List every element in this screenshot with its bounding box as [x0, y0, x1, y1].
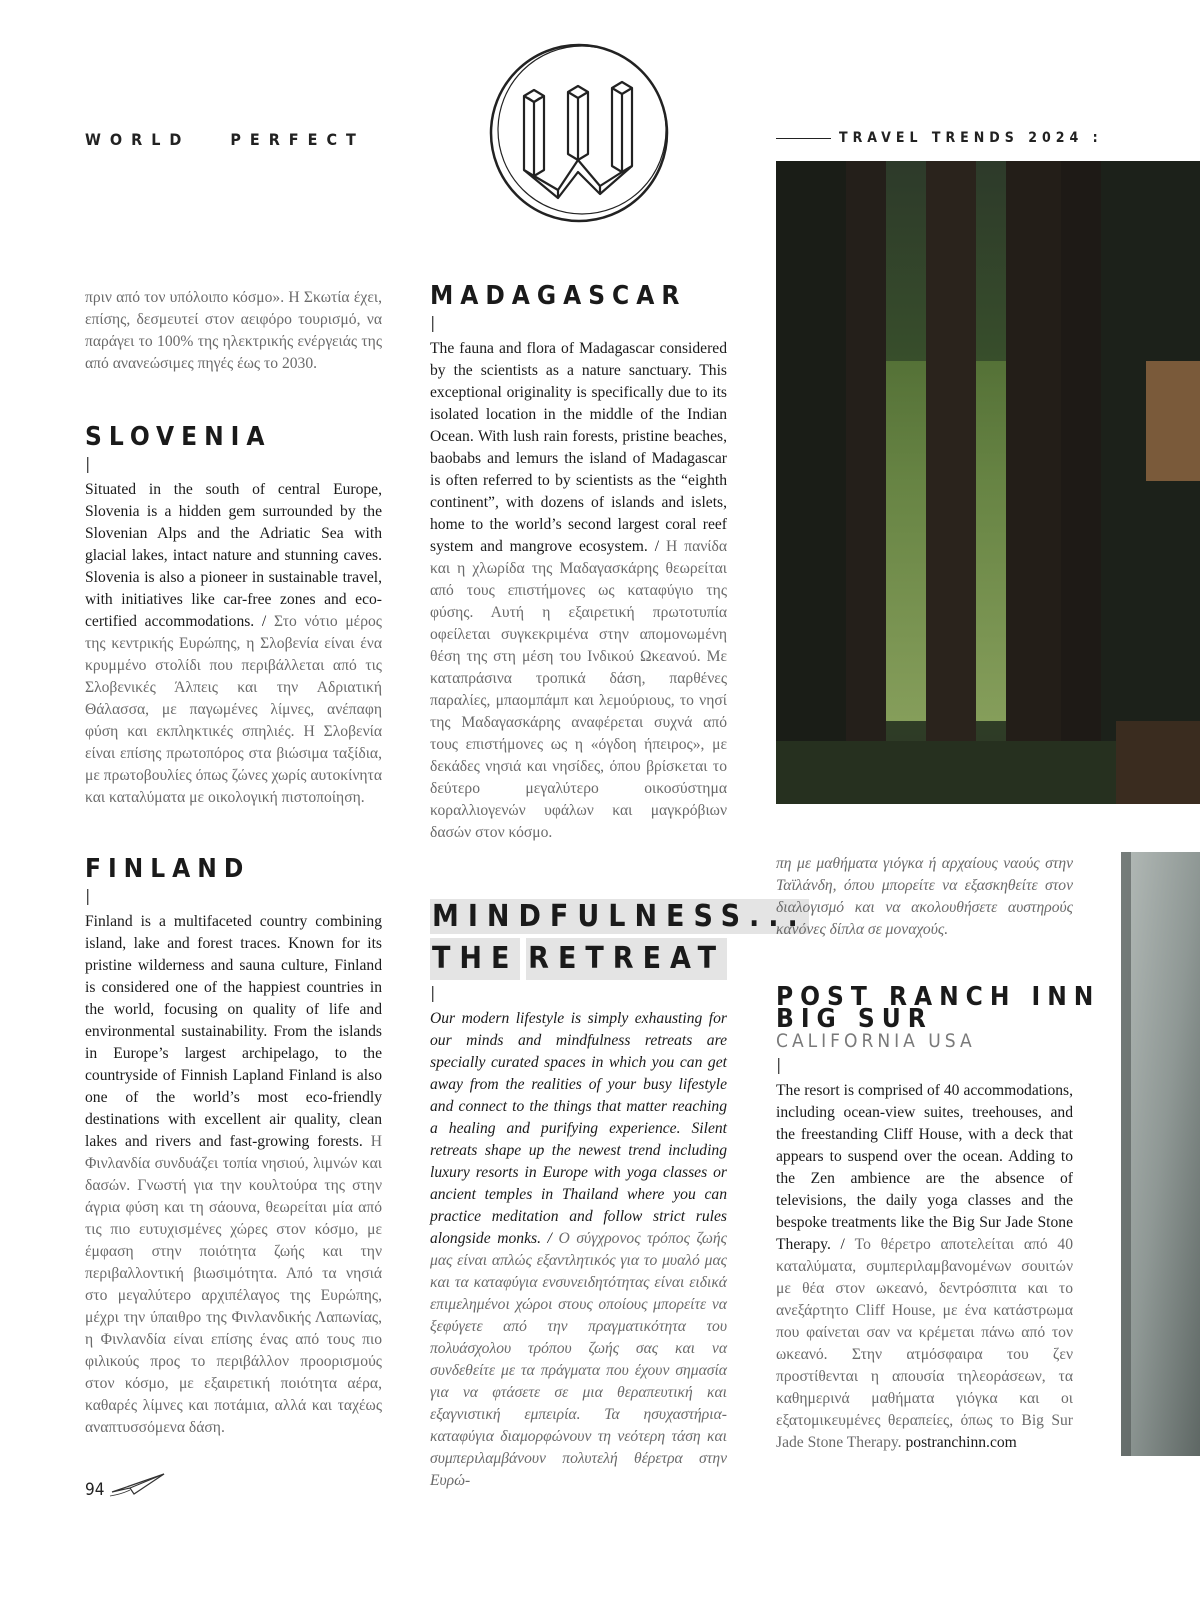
- heading-separator: |: [85, 886, 91, 905]
- mindfulness-continued-text: πη με μαθήματα γιόγκα ή αρχαίους ναούς στην Ταϊλάνδη, όπου μπορείτε να εξασκηθείτε στον διαλογισμό και να ακολουθήσετε αυστηρούς κανόνες δίπλα σε μοναχούς.: [776, 855, 1073, 938]
- slovenia-text-en: Situated in the south of central Europe, Slovenia is a hidden gem surrounded by the Slovenian Alps and the Adriatic Sea with glacial lakes, intact nature and stunning caves. Slovenia is also a pioneer in sustainable travel, with initiatives like car-free zones and eco-certified accommodations. /: [85, 481, 382, 630]
- madagascar-text: [430, 338, 727, 844]
- section-label-word-1: WORLD: [85, 130, 191, 149]
- section-label: [85, 130, 365, 149]
- mindfulness-text: [430, 1008, 727, 1492]
- heading-separator: |: [430, 983, 436, 1002]
- column-2: [430, 281, 807, 1492]
- madagascar-heading: MADAGASCAR: [430, 281, 687, 311]
- column-1: [85, 287, 382, 1439]
- finland-heading: FINLAND: [85, 854, 251, 884]
- paper-plane-icon: [108, 1472, 166, 1498]
- heading-separator: |: [430, 313, 436, 332]
- mindfulness-heading-line-2b: RETREAT: [526, 938, 727, 980]
- section-label-word-2: PERFECT: [230, 130, 365, 149]
- madagascar-text-en: The fauna and flora of Madagascar considered by the scientists as a nature sanctuary. This exceptional originality is specifically due to its isolated location in the middle of the Indian Ocean. With lush rain forests, pristine beaches, baobabs and lemurs the island of Madagascar is often referred to by scientists as the “eighth continent”, with dozens of islands and islets, home to the world’s second largest coral reef system and mangrove ecosystem. /: [430, 340, 727, 555]
- mindfulness-heading: [430, 896, 807, 980]
- issue-label: [776, 130, 1103, 146]
- slovenia-heading: SLOVENIA: [85, 422, 272, 452]
- madagascar-text-gr: Η πανίδα και η χλωρίδα της Μαδαγασκάρης θεωρείται από τους επιστήμονες ως καταφύγιο της φύσης. Αυτή η εξαιρετική πρωτοτυπία οφείλεται συγκεκριμένα στην απομονωμένη θέση της στη μέση του Ινδικού Ωκεανού. Με καταπράσινα τροπικά δάση, παρθένες παραλίες, μπαομπάμπ και λεμούριους, το νησί της Μαδαγασκάρης αναφέρεται συχνά από τους επιστήμονες ως η «όγδοη ήπειρος», με δεκάδες νησιά και νησίδες, όπου βρίσκεται το δεύτερο μεγαλύτερο οικοσύστημα κοραλλιογενών υφάλων και μαγκρόβιων δασών στον κόσμο.: [430, 538, 728, 841]
- column-3: [776, 853, 1101, 1454]
- post-ranch-heading-line-2: BIG SUR: [776, 1004, 933, 1034]
- scotland-continued-text: πριν από τον υπόλοιπο κόσμο». Η Σκωτία έχει, επίσης, δεσμευτεί στον αειφόρο τουρισμό, να παράγει το 100% της ηλεκτρικής ενέργειάς της από ανανεώσιμες πηγές έως το 2030.: [85, 289, 382, 372]
- post-ranch-text-en: The resort is comprised of 40 accommodations, including ocean-view suites, treehouses, and the freestanding Cliff House, with a deck that appears to suspend over the ocean. Adding to the Zen ambience are the absence of televisions, the daily yoga classes and the bespoke treatments like the Big Sur Jade Stone Therapy. /: [776, 1082, 1073, 1253]
- finland-text-gr: Η Φινλανδία συνδυάζει τοπία νησιού, λιμνών και δασών. Γνωστή για την κουλτούρα της στην άγρια φύση και τη σάουνα, θεωρείται μία από τις πιο ευτυχισμένες χώρες στον κόσμο, με έμφαση στην ποιότητα ζωής και την περιβαλλοντική βιωσιμότητα. Από τα νησιά στο μεγαλύτερο αρχιπέλαγος της Ευρώπης, μέχρι την ύπαιθρο της Φινλανδικής Λαπωνίας, η Φινλανδία είναι επίσης ένας από τους πιο φιλικούς προς το περιβάλλον προορισμούς στον κόσμο, με εξαιρετική ποιότητα αέρα, καθαρές λίμνες και ποτάμια, αλλά και ταχέως αναπτυσσόμενα δάση.: [85, 1133, 382, 1436]
- finland-text-en: Finland is a multifaceted country combining island, lake and forest traces. Known for its pristine wilderness and sauna culture, Finland is considered one of the happiest countries in the world, focusing on quality of life and environmental sustainability. From the islands in Europe’s largest archipelago, to the countryside of Finnish Lapland Finland is also one of the world’s most eco-friendly destinations with excellent air quality, clean lakes and rivers and fast-growing forests.: [85, 913, 382, 1150]
- redwood-forest-photo: [776, 161, 1200, 804]
- post-ranch-text: [776, 1080, 1073, 1454]
- header-rule: [776, 138, 831, 139]
- slovenia-text: [85, 479, 382, 809]
- mindfulness-text-en: Our modern lifestyle is simply exhausting for our minds and mindfulness retreats are specially curated spaces in which you can get away from the realities of your busy lifestyle and connect to the things that matter reaching a healing and purifying experience. Silent retreats shape up the newest trend including luxury resorts in Europe with yoga classes or ancient temples in Thailand where you can practice meditation and follow strict rules alongside monks. /: [430, 1010, 727, 1247]
- heading-separator: |: [85, 454, 91, 473]
- issue-label-text: TRAVEL TRENDS 2024 :: [839, 130, 1103, 146]
- mindfulness-heading-line-1: MINDFULNESS...: [432, 899, 807, 934]
- post-ranch-heading-line-1: POST RANCH INN: [776, 982, 1101, 1012]
- finland-text: [85, 911, 382, 1439]
- post-ranch-website: postranchinn.com: [905, 1434, 1017, 1451]
- page-number: 94: [85, 1480, 105, 1500]
- post-ranch-text-gr: Το θέρετρο αποτελείται από 40 καταλύματα, συμπεριλαμβανομένων σουιτών με θέα στον ωκεανό, δεντρόσπιτα και το ανεξάρτητο Cliff House, με ένα κατάστρωμα που φαίνεται σαν να κρέμεται πάνω από τον ωκεανό. Στην ατμόσφαιρα του ζεν προστίθενται η απουσία τηλεοράσεων, τα καθημερινά μαθήματα γιόγκα και οι εξατομικευμένες θεραπείες, όπως το Big Sur Jade Stone Therapy.: [776, 1236, 1074, 1451]
- isometric-w-logo: [488, 42, 670, 224]
- mindfulness-text-gr: Ο σύγχρονος τρόπος ζωής μας είναι απλώς εξαντλητικός για το μυαλό μας και τα καταφύγια ενσυνειδητότητας είναι ειδικά επιμελημένοι χώροι στους οποίους μπορείτε να ξεφύγετε από την πραγματικότητα του πολυάσχολου τρόπου ζωής σας και να συνδεθείτε με τα πράγματα που έχουν σημασία για να φτάσετε σε μια θεραπευτική και εξαγνιστική εμπειρία. Τα ησυχαστήρια-καταφύγια διαμορφώνουν τη νεότερη τάση και συμπεριλαμβάνουν πολυτελή θέρετρα στην Ευρώ-: [430, 1230, 727, 1489]
- misty-ocean-photo: [1121, 852, 1200, 1456]
- post-ranch-location: CALIFORNIA USA: [776, 1030, 976, 1052]
- slovenia-text-gr: Στο νότιο μέρος της κεντρικής Ευρώπης, η Σλοβενία είναι ένα κρυμμένο στολίδι που περιβάλλεται από τις Σλοβενικές Άλπεις και την Αδριατική Θάλασσα, με παγωμένες λίμνες, ανέπαφη φύση και εκπληκτικές σπηλιές. Η Σλοβενία είναι επίσης πρωτοπόρος στα βιώσιμα ταξίδια, με πρωτοβουλίες όπως ζώνες χωρίς αυτοκίνητα και καταλύματα με οικολογική πιστοποίηση.: [85, 613, 382, 806]
- heading-separator: |: [776, 1055, 782, 1074]
- mindfulness-heading-line-2a: THE: [430, 938, 520, 980]
